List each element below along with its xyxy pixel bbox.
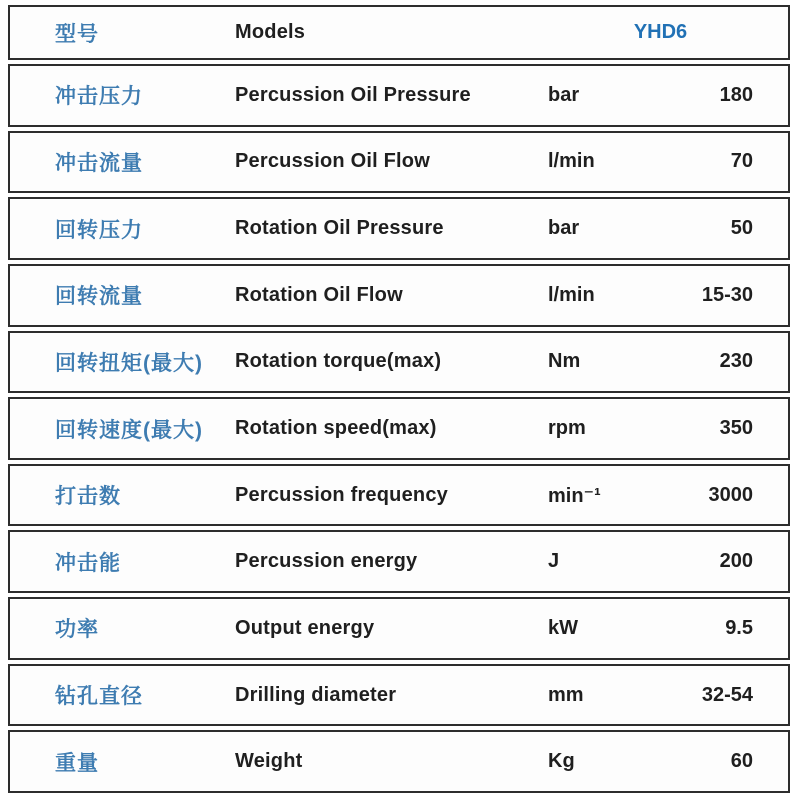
cell-cn-label: 回转速度(最大) — [55, 418, 203, 442]
table-row — [8, 197, 790, 260]
cell-value: 350 — [719, 417, 753, 440]
cell-en-label: Percussion Oil Flow — [235, 150, 430, 173]
cell-value: 200 — [719, 550, 753, 573]
cell-unit: l/min — [548, 150, 595, 173]
table-row — [8, 131, 790, 194]
cell-cn-label: 冲击能 — [55, 551, 121, 575]
table-row — [8, 730, 790, 793]
cell-value: 15-30 — [701, 283, 753, 306]
cell-en-label: Percussion frequency — [235, 483, 448, 506]
cell-value: 9.5 — [725, 616, 753, 639]
cell-cn-label: 打击数 — [55, 485, 121, 509]
header-model-value: YHD6 — [633, 21, 688, 43]
cell-unit: kW — [548, 616, 578, 639]
cell-value: 180 — [719, 83, 753, 106]
table-row — [8, 597, 790, 660]
cell-en-label: Rotation Oil Flow — [235, 283, 403, 306]
cell-value: 230 — [719, 350, 753, 373]
cell-en-label: Percussion Oil Pressure — [235, 83, 471, 106]
cell-unit: rpm — [548, 417, 586, 440]
cell-cn-label: 重量 — [55, 751, 99, 775]
cell-value: 3000 — [708, 483, 753, 506]
cell-unit: l/min — [548, 283, 595, 306]
spec-table — [8, 5, 790, 793]
cell-en-label: Output energy — [235, 616, 375, 639]
cell-unit: J — [548, 550, 560, 573]
cell-unit: bar — [548, 83, 580, 106]
cell-en-label: Weight — [235, 750, 303, 773]
cell-unit: Kg — [548, 750, 575, 773]
table-row — [8, 331, 790, 394]
cell-cn-label: 钻孔直径 — [55, 685, 143, 709]
table-header-row — [8, 5, 790, 60]
cell-cn-label: 冲击流量 — [55, 151, 143, 175]
table-row — [8, 397, 790, 460]
cell-cn-label: 功率 — [55, 618, 99, 642]
table-row — [8, 530, 790, 593]
cell-cn-label: 回转压力 — [55, 218, 143, 242]
table-row — [8, 264, 790, 327]
table-row — [8, 64, 790, 127]
cell-en-label: Rotation Oil Pressure — [235, 217, 444, 240]
header-cn-label: 型号 — [55, 22, 99, 46]
cell-unit: Nm — [548, 350, 581, 373]
cell-cn-label: 回转扭矩(最大) — [55, 351, 203, 375]
cell-en-label: Drilling diameter — [235, 683, 397, 706]
cell-en-label: Percussion energy — [235, 550, 418, 573]
cell-value: 60 — [730, 750, 753, 773]
table-row — [8, 664, 790, 727]
cell-unit: mm — [548, 683, 584, 706]
cell-unit: bar — [548, 217, 580, 240]
cell-en-label: Rotation torque(max) — [235, 350, 442, 373]
cell-value: 70 — [730, 150, 753, 173]
header-en-label: Models — [235, 21, 306, 43]
cell-value: 32-54 — [701, 683, 753, 706]
cell-value: 50 — [730, 217, 753, 240]
cell-en-label: Rotation speed(max) — [235, 417, 437, 440]
cell-cn-label: 回转流量 — [55, 285, 143, 309]
cell-cn-label: 冲击压力 — [55, 85, 143, 109]
cell-unit: min⁻¹ — [548, 484, 601, 507]
table-row — [8, 464, 790, 527]
